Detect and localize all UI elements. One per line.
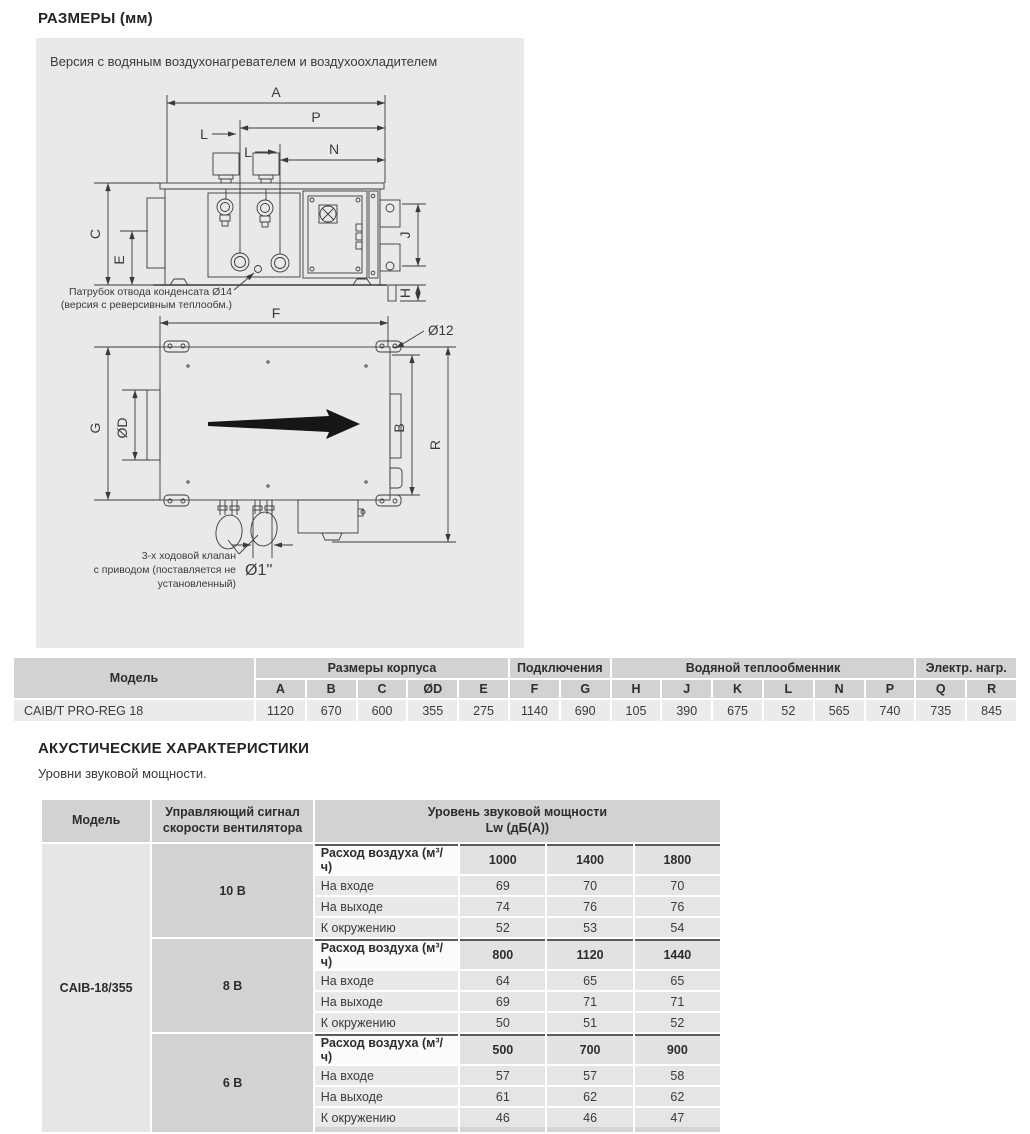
- row-label: К окружению: [315, 1108, 458, 1132]
- dim-value: 690: [561, 700, 610, 721]
- dim-label-p: P: [311, 109, 321, 125]
- signal-header-line2: скорости вентилятора: [162, 821, 303, 835]
- dim-value: 1120: [256, 700, 305, 721]
- dimensions-table: [12, 656, 1018, 723]
- dim-value: 390: [662, 700, 711, 721]
- acoustics-level-header: [315, 800, 720, 842]
- signal-header-line1: Управляющий сигнал: [165, 805, 300, 820]
- dim-value: 600: [358, 700, 407, 721]
- level-header-line2: Lw (дБ(А)): [485, 821, 550, 835]
- dim-value: 355: [408, 700, 457, 721]
- dim-value: 670: [307, 700, 356, 721]
- flow-value: 1120: [547, 939, 632, 969]
- dim-col-header: Q: [916, 680, 965, 698]
- acoustics-model-value: CAIB-18/355: [42, 844, 150, 1132]
- pipe-diameter-label: Ø1'': [245, 562, 273, 579]
- dim-group-water-coil: Водяной теплообменник: [612, 658, 915, 678]
- row-label: На входе: [315, 1066, 458, 1085]
- acoustic-value: 57: [547, 1066, 632, 1085]
- dim-col-header: ØD: [408, 680, 457, 698]
- dim-value: 740: [866, 700, 915, 721]
- technical-drawing: [36, 38, 524, 648]
- dim-value: 52: [764, 700, 813, 721]
- page-title: РАЗМЕРЫ (мм): [38, 10, 153, 27]
- dim-label-l1: L: [200, 126, 208, 142]
- dim-label-a: A: [271, 84, 281, 100]
- acoustic-value: 57: [460, 1066, 545, 1085]
- acoustic-value: 47: [635, 1108, 720, 1132]
- condensate-note-line1: Патрубок отвода конденсата Ø14: [68, 286, 232, 298]
- acoustic-value: 71: [547, 992, 632, 1011]
- acoustics-signal-header: [152, 800, 312, 842]
- hole-diameter-label: Ø12: [428, 323, 454, 338]
- flow-row: [42, 844, 720, 874]
- dim-value: 275: [459, 700, 508, 721]
- flow-value: 1440: [635, 939, 720, 969]
- acoustic-value: 69: [460, 992, 545, 1011]
- dim-label-j: J: [397, 231, 413, 239]
- dim-col-header: J: [662, 680, 711, 698]
- acoustic-value: 52: [460, 918, 545, 937]
- flow-value: 800: [460, 939, 545, 969]
- dim-label-r: R: [427, 439, 443, 451]
- drawing-caption: Версия с водяным воздухонагревателем и воздухоохладителем: [50, 54, 438, 69]
- flow-value: 1000: [460, 844, 545, 874]
- acoustics-heading: АКУСТИЧЕСКИЕ ХАРАКТЕРИСТИКИ: [38, 740, 310, 757]
- acoustic-value: 69: [460, 876, 545, 895]
- acoustic-value: 46: [460, 1108, 545, 1132]
- dim-col-header: A: [256, 680, 305, 698]
- acoustic-value: 71: [635, 992, 720, 1011]
- dim-label-g: G: [87, 422, 103, 434]
- acoustics-model-header: Модель: [42, 800, 150, 842]
- dim-label-e: E: [111, 255, 127, 265]
- dim-label-c: C: [87, 228, 103, 240]
- flow-label: Расход воздуха (м³/ч): [315, 1034, 458, 1064]
- dim-model-value: CAIB/T PRO-REG 18: [14, 700, 254, 721]
- valve-note-line3: установленный): [157, 578, 236, 590]
- dim-col-header: H: [612, 680, 661, 698]
- valve-note: [94, 550, 237, 590]
- dim-col-header: C: [358, 680, 407, 698]
- dim-value: 675: [713, 700, 762, 721]
- dim-col-header: B: [307, 680, 356, 698]
- dim-col-header: F: [510, 680, 559, 698]
- row-label: К окружению: [315, 918, 458, 937]
- flow-label: Расход воздуха (м³/ч): [315, 844, 458, 874]
- signal-cell: 6 В: [152, 1034, 312, 1132]
- dim-col-header: L: [764, 680, 813, 698]
- acoustic-value: 65: [547, 971, 632, 990]
- dim-value: 565: [815, 700, 864, 721]
- dim-group-electric: Электр. нагр.: [916, 658, 1016, 678]
- acoustic-value: 58: [635, 1066, 720, 1085]
- dim-model-header: Модель: [14, 658, 254, 698]
- row-label: На выходе: [315, 897, 458, 916]
- flow-value: 500: [460, 1034, 545, 1064]
- dim-group-case: Размеры корпуса: [256, 658, 508, 678]
- flow-value: 700: [547, 1034, 632, 1064]
- dim-label-l2: L: [244, 144, 252, 160]
- drawing-panel: [36, 38, 524, 648]
- row-label: На входе: [315, 971, 458, 990]
- acoustic-value: 65: [635, 971, 720, 990]
- row-label: К окружению: [315, 1013, 458, 1032]
- dim-group-connections: Подключения: [510, 658, 610, 678]
- dim-label-f: F: [271, 305, 281, 321]
- dim-col-header: G: [561, 680, 610, 698]
- plan-view: [94, 316, 456, 558]
- dim-col-header: R: [967, 680, 1016, 698]
- acoustic-value: 61: [460, 1087, 545, 1106]
- acoustic-value: 50: [460, 1013, 545, 1032]
- dim-label-b: B: [391, 423, 407, 433]
- acoustic-value: 74: [460, 897, 545, 916]
- dim-value: 1140: [510, 700, 559, 721]
- acoustic-value: 51: [547, 1013, 632, 1032]
- flow-value: 1800: [635, 844, 720, 874]
- acoustics-header-row: [42, 800, 720, 842]
- acoustic-value: 46: [547, 1108, 632, 1132]
- dim-col-header: N: [815, 680, 864, 698]
- row-label: На выходе: [315, 1087, 458, 1106]
- acoustic-value: 62: [635, 1087, 720, 1106]
- flow-value: 1400: [547, 844, 632, 874]
- acoustic-value: 52: [635, 1013, 720, 1032]
- dim-col-header: E: [459, 680, 508, 698]
- flow-value: 900: [635, 1034, 720, 1064]
- condensate-note-line2: (версия с реверсивным теплообм.): [60, 299, 232, 311]
- valve-note-line2: с приводом (поставляется не: [93, 564, 236, 576]
- acoustic-value: 62: [547, 1087, 632, 1106]
- dim-col-header: K: [713, 680, 762, 698]
- level-header-line1: Уровень звуковой мощности: [427, 805, 608, 820]
- acoustics-table: [40, 798, 722, 1134]
- dim-value: 105: [612, 700, 661, 721]
- acoustic-value: 76: [547, 897, 632, 916]
- dim-label-od: ØD: [114, 417, 130, 439]
- row-label: На входе: [315, 876, 458, 895]
- dim-table-data-row: [14, 700, 1016, 721]
- acoustic-value: 76: [635, 897, 720, 916]
- dim-value: 735: [916, 700, 965, 721]
- acoustic-value: 70: [547, 876, 632, 895]
- side-view: [94, 95, 426, 301]
- acoustic-value: 53: [547, 918, 632, 937]
- dim-label-n: N: [328, 141, 340, 157]
- flow-label: Расход воздуха (м³/ч): [315, 939, 458, 969]
- signal-cell: 8 В: [152, 939, 312, 1032]
- valve-note-line1: 3-х ходовой клапан: [141, 550, 236, 562]
- acoustic-value: 70: [635, 876, 720, 895]
- condensate-note: [61, 286, 232, 311]
- dim-label-h: H: [397, 287, 413, 299]
- dim-table-group-header-row: [14, 658, 1016, 678]
- signal-cell: 10 В: [152, 844, 312, 937]
- row-label: На выходе: [315, 992, 458, 1011]
- dim-value: 845: [967, 700, 1016, 721]
- acoustic-value: 64: [460, 971, 545, 990]
- acoustic-value: 54: [635, 918, 720, 937]
- dim-col-header: P: [866, 680, 915, 698]
- acoustics-subtitle: Уровни звуковой мощности.: [38, 766, 207, 781]
